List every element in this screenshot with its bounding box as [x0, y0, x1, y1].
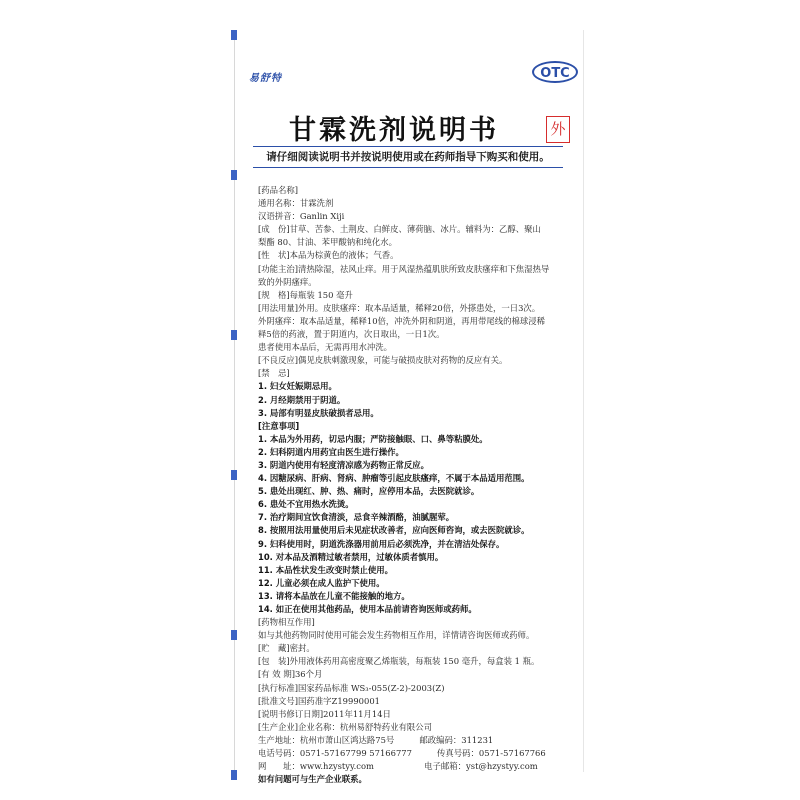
- instructions-body: [258, 184, 578, 786]
- text-line: 1. 本品为外用药，切忌内服；严防接触眼、口、鼻等粘膜处。: [258, 433, 488, 444]
- text-line: [功能主治]清热除湿，祛风止痒。用于风湿热蕴肌肤所致皮肤瘙痒和下焦湿热导: [258, 263, 550, 274]
- text-line: [包 装]外用液体药用高密度聚乙烯瓶装，每瓶装 150 毫升，每盒装 1 瓶。: [258, 656, 540, 667]
- text-line: [用法用量]外用。皮肤瘙痒：取本品适量，稀释20倍，外搽患处，一日3次。: [258, 302, 541, 313]
- text-line: [注意事项]: [258, 420, 300, 431]
- text-line: 10. 对本品及酒精过敏者禁用，过敏体质者慎用。: [258, 551, 444, 562]
- text-line: 汉语拼音：Ganlin Xiji: [258, 211, 345, 222]
- text-line: [贮 藏]密封。: [258, 643, 315, 654]
- text-line: 网 址：www.hzystyy.com 电子邮箱：yst@hzystyy.com: [258, 761, 538, 772]
- text-line: 1. 妇女妊娠期忌用。: [258, 381, 337, 392]
- text-line: 8. 按照用法用量使用后未见症状改善者，应向医师咨询，或去医院就诊。: [258, 525, 530, 536]
- usage-notice: 请仔细阅读说明书并按说明使用或在药师指导下购买和使用。: [253, 146, 563, 168]
- edge-marker: [231, 170, 237, 180]
- external-use-mark: 外: [546, 116, 570, 143]
- edge-markers: [231, 30, 237, 780]
- text-line: 释5倍的药液，置于阴道内，次日取出，一日1次。: [258, 329, 445, 340]
- text-line: 如有问题可与生产企业联系。: [258, 774, 367, 785]
- text-line: [药物相互作用]: [258, 617, 315, 628]
- text-line: 9. 妇科使用时，阴道洗涤器用前用后必须洗净，并在清洁处保存。: [258, 538, 505, 549]
- otc-badge: OTC: [532, 61, 578, 83]
- text-line: [性 状]本品为棕黄色的液体；气香。: [258, 250, 399, 261]
- text-line: [药品名称]: [258, 185, 299, 195]
- text-line: 生产地址：杭州市萧山区鸿达路75号 邮政编码：311231: [258, 734, 494, 745]
- text-line: 7. 治疗期间宜饮食清淡，忌食辛辣酒酪，油腻腥荤。: [258, 512, 455, 523]
- text-line: 致的外阴瘙痒。: [258, 276, 317, 287]
- text-line: [批准文号]国药准字Z19990001: [258, 695, 380, 706]
- document-title: 甘霖洗剂说明书: [289, 115, 499, 146]
- text-line: 梨酯 80、甘油、苯甲酸钠和纯化水。: [258, 237, 397, 248]
- text-line: 患者使用本品后，无需再用水冲洗。: [258, 342, 392, 353]
- edge-marker: [231, 770, 237, 780]
- text-line: [不良反应]偶见皮肤刺激现象，可能与破损皮肤对药物的反应有关。: [258, 355, 508, 366]
- text-line: 14. 如正在使用其他药品，使用本品前请咨询医师或药师。: [258, 604, 477, 614]
- text-line: 4. 因糖尿病、肝病、肾病、肿瘤等引起皮肤瘙痒，不属于本品适用范围。: [258, 473, 530, 484]
- text-line: 11. 本品性状发生改变时禁止使用。: [258, 564, 394, 575]
- text-line: [禁 忌]: [258, 368, 290, 379]
- text-line: 外阴瘙痒：取本品适量，稀释10倍，冲洗外阴和阴道，再用带尾线的棉球浸稀: [258, 315, 546, 326]
- text-line: [规 格]每瓶装 150 毫升: [258, 289, 353, 300]
- text-line: [说明书修订日期]2011年11月14日: [258, 708, 391, 719]
- text-line: 电话号码：0571-57167799 57166777 传真号码：0571-57167766: [258, 748, 546, 759]
- text-line: 3. 局部有明显皮肤破损者忌用。: [258, 407, 379, 418]
- edge-marker: [231, 470, 237, 480]
- brand-logo: 易舒特: [249, 73, 282, 84]
- edge-marker: [231, 330, 237, 340]
- text-line: 6. 患处不宜用热水洗烫。: [258, 499, 354, 510]
- edge-marker: [231, 30, 237, 40]
- text-line: 2. 妇科阴道内用药宜由医生进行操作。: [258, 446, 404, 457]
- text-line: [成 份]甘草、苦参、土荆皮、白鲜皮、薄荷脑、冰片。辅料为：乙醇、聚山: [258, 224, 541, 235]
- text-line: [生产企业]企业名称：杭州易舒特药业有限公司: [258, 721, 433, 732]
- text-line: 3. 阴道内使用有轻度清凉感为药物正常反应。: [258, 459, 430, 470]
- text-line: 5. 患处出现红、肿、热、痛时，应停用本品，去医院就诊。: [258, 486, 480, 497]
- text-line: 2. 月经期禁用于阴道。: [258, 394, 346, 405]
- text-line: 12. 儿童必须在成人监护下使用。: [258, 577, 385, 588]
- text-line: 通用名称：甘霖洗剂: [258, 198, 334, 209]
- text-line: [执行标准]国家药品标准 WS₃-055(Z-2)-2003(Z): [258, 682, 445, 693]
- text-line: 如与其他药物同时使用可能会发生药物相互作用，详情请咨询医师或药师。: [258, 630, 535, 641]
- text-line: 13. 请将本品放在儿童不能接触的地方。: [258, 590, 410, 601]
- text-line: [有 效 期]36个月: [258, 669, 323, 680]
- edge-marker: [231, 630, 237, 640]
